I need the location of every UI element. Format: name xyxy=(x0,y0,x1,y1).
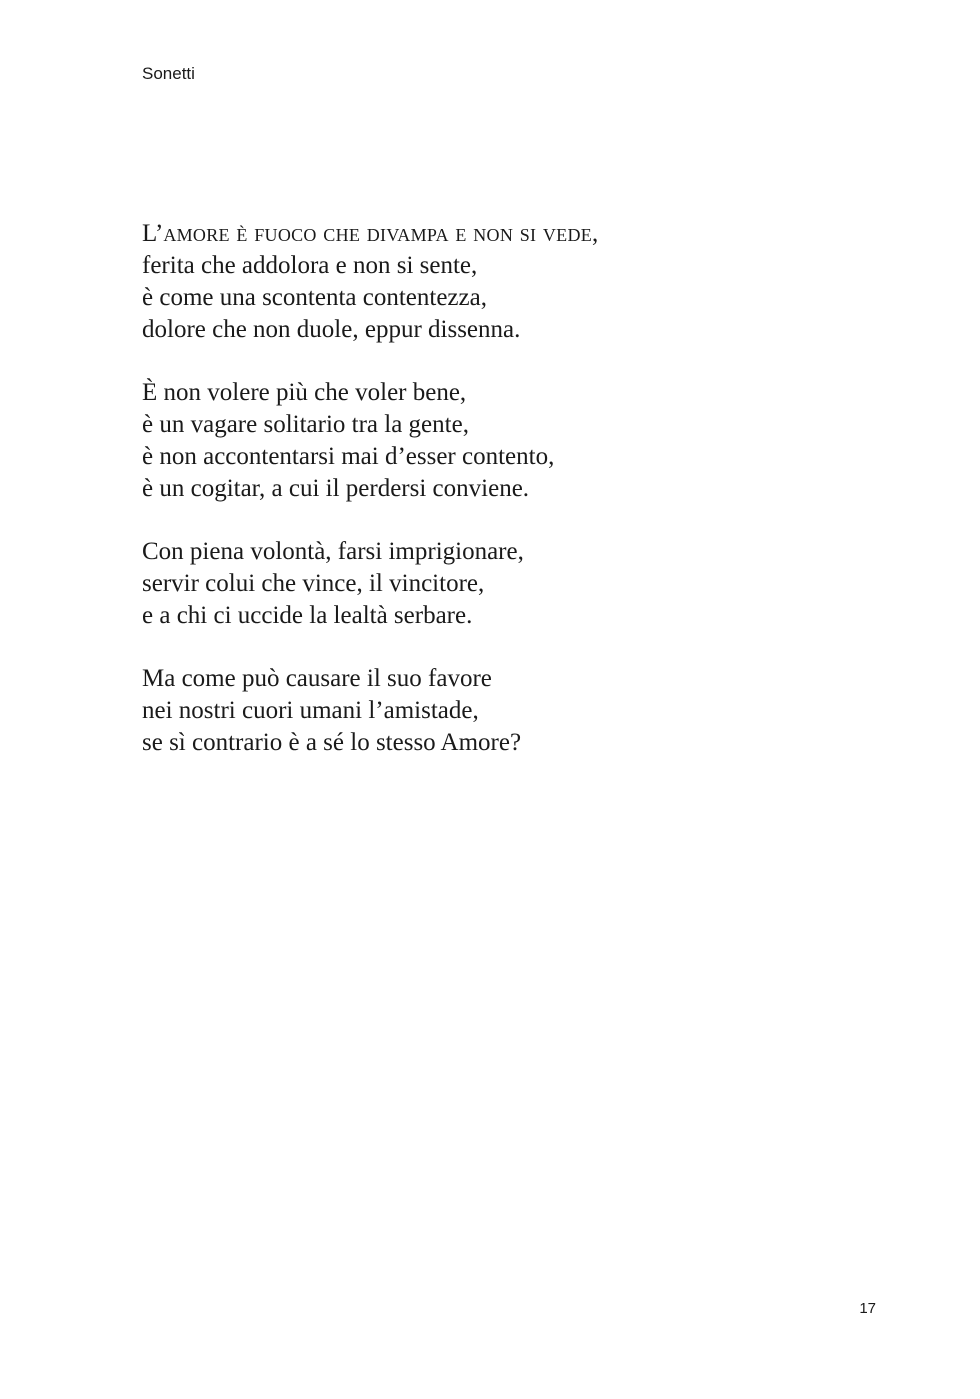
poem xyxy=(142,218,862,790)
poem-line: e a chi ci uccide la lealtà serbare. xyxy=(142,602,473,629)
line-lead: L’ xyxy=(142,220,164,247)
poem-line: è un vagare solitario tra la gente, xyxy=(142,411,469,438)
running-header: Sonetti xyxy=(142,64,195,83)
poem-line: è come una scontenta contentezza, xyxy=(142,284,487,311)
stanza-1 xyxy=(142,218,862,346)
poem-line: dolore che non duole, eppur dissenna. xyxy=(142,316,521,343)
line-smallcaps: amore è fuoco che divampa e non si vede, xyxy=(163,220,599,247)
poem-line: È non volere più che voler bene, xyxy=(142,379,467,406)
stanza-2 xyxy=(142,377,862,505)
poem-line: ferita che addolora e non si sente, xyxy=(142,252,478,279)
poem-line: servir colui che vince, il vincitore, xyxy=(142,570,485,597)
poem-line: nei nostri cuori umani l’amistade, xyxy=(142,697,479,724)
page-number: 17 xyxy=(859,1300,876,1317)
stanza-4 xyxy=(142,663,862,759)
poem-line: Con piena volontà, farsi imprigionare, xyxy=(142,538,524,565)
poem-line xyxy=(142,218,862,250)
poem-line: è un cogitar, a cui il perdersi conviene. xyxy=(142,475,530,502)
poem-line: Ma come può causare il suo favore xyxy=(142,665,492,692)
poem-line: se sì contrario è a sé lo stesso Amore? xyxy=(142,729,522,756)
stanza-3 xyxy=(142,536,862,632)
poem-line: è non accontentarsi mai d’esser contento, xyxy=(142,443,555,470)
